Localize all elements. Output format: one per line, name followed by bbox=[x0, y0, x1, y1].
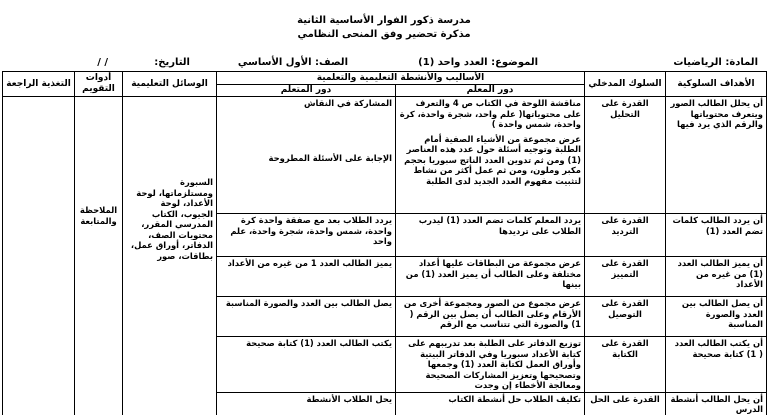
materials-cell: السبورة ومستلزماتها، لوحة الأعداد، لوحة الجيوب، الكتاب المدرسي المقرر، محتويات الصف، الدفاتر، أوراق عمل، بطاقات، صور bbox=[123, 97, 217, 415]
table-row bbox=[3, 97, 767, 214]
header-learner-role: دور المتعلم bbox=[217, 85, 396, 97]
objective-cell: أن يحل الطالب أنشطة الدرس bbox=[666, 392, 767, 415]
teacher-role-cell: عرض مجموع من الصور ومجموعة أخرى من الأرقام وعلى الطالب أن يصل بين الرقم ( 1) والصورة التي تتناسب مع الرقم bbox=[396, 297, 585, 337]
teacher-role-cell: عرض مجموعة من البطاقات عليها أعداد مختلفة وعلى الطالب أن يميز العدد (1) من بينها bbox=[396, 257, 585, 297]
header-activities: الأساليب والأنشطة التعليمية والتعلمية bbox=[217, 72, 585, 85]
school-name: مدرسة ذكور الفوار الأساسية الثانية bbox=[297, 15, 471, 26]
header-entry-behavior: السلوك المدخلي bbox=[585, 72, 666, 97]
objective-cell: أن يميز الطالب العدد (1) من غيره من الأعداد bbox=[666, 257, 767, 297]
entry-behavior-cell: القدرة على التمييز bbox=[585, 257, 666, 297]
learner-role-cell bbox=[217, 97, 396, 214]
header-assessment-tools: أدوات التقويم bbox=[75, 72, 123, 97]
objective-cell: أن يردد الطالب كلمات تضم العدد (1) bbox=[666, 214, 767, 257]
lesson-plan-table bbox=[2, 71, 767, 415]
teacher-role-cell: يردد المعلم كلمات تضم العدد (1) ليدرب الطلاب على ترديدها bbox=[396, 214, 585, 257]
header-objectives: الأهداف السلوكية bbox=[666, 72, 767, 97]
teacher-role-cell: توزيع الدفاتر على الطلبة بعد تدريبهم على كتابة الأعداد سبوريا وفي الدفاتر البيتية وأوراق العمل لكتابة العدد (1) وجمعها وتصحيحها وتعزيز المشاركات الصحيحة ومعالجة الأخطاء إن وجدت bbox=[396, 337, 585, 393]
teacher-role-cell bbox=[396, 97, 585, 214]
header-materials: الوسائل التعليمية bbox=[123, 72, 217, 97]
date-value: / / bbox=[97, 57, 108, 68]
learner-role-cell: يكتب الطالب العدد (1) كتابة صحيحة bbox=[217, 337, 396, 393]
learner-role-cell: يصل الطالب بين العدد والصورة المناسبة bbox=[217, 297, 396, 337]
objective-cell: أن يصل الطالب بين العدد والصورة المناسبة bbox=[666, 297, 767, 337]
learner-activity-2: الإجابة على الأسئلة المطروحة bbox=[268, 152, 392, 163]
topic-label: الموضوع: العدد واحد (1) bbox=[418, 57, 538, 68]
objective-cell: أن يكتب الطالب العدد ( 1) كتابة صحيحة bbox=[666, 337, 767, 393]
objective-cell: أن يحلل الطالب الصور ويتعرف محتوياتها والرقم الذي يرد فيها bbox=[666, 97, 767, 214]
learner-activity-1: المشاركة في النقاش bbox=[303, 98, 392, 108]
entry-behavior-cell: القدرة على التحليل bbox=[585, 97, 666, 214]
learner-role-cell: يحل الطلاب الأنشطة bbox=[217, 392, 396, 415]
learner-role-cell: يميز الطالب العدد 1 من غيره من الأعداد bbox=[217, 257, 396, 297]
teacher-role-cell: تكليف الطلاب حل أنشطة الكتاب bbox=[396, 392, 585, 415]
feedback-cell bbox=[3, 97, 75, 415]
header-feedback: التغذية الراجعة bbox=[3, 72, 75, 97]
entry-behavior-cell: القدرة على التوصيل bbox=[585, 297, 666, 337]
assessment-tools-cell: الملاحظة والمتابعة bbox=[75, 97, 123, 415]
document-subtitle: مذكرة تحضير وفق المنحى النظامي bbox=[297, 29, 471, 40]
subject-label: المادة: الرياضيات bbox=[673, 57, 758, 68]
teacher-activity-1: مناقشة اللوحة في الكتاب ص 4 والتعرف على محتوياتها( علم واحد، شجرة واحدة، كرة واحدة، شمس واحدة ) bbox=[399, 98, 581, 129]
date-label: التاريخ: bbox=[154, 57, 190, 68]
teacher-activity-2: عرض مجموعة من الأشياء الصفية أمام الطلبة وتوجيه أسئلة حول عدد هذه العناصر (1) ومن ثم تدوين العدد الناتج سبوريا بحجم مكبر وملون، ومن ثم عمل أكثر من نشاط لتثبيت مفهوم العدد الجديد لدى الطلبة bbox=[404, 133, 581, 186]
entry-behavior-cell: القدرة على الترديد bbox=[585, 214, 666, 257]
header-row-1 bbox=[3, 72, 767, 85]
grade-label: الصف: الأول الأساسي bbox=[237, 57, 348, 68]
entry-behavior-cell: القدرة على الكتابة bbox=[585, 337, 666, 393]
learner-role-cell: يردد الطلاب بعد مع صفقة واحدة كرة واحدة، شمس واحدة، شجرة واحدة، علم واحد bbox=[217, 214, 396, 257]
entry-behavior-cell: القدرة على الحل bbox=[585, 392, 666, 415]
header-teacher-role: دور المعلم bbox=[396, 85, 585, 97]
